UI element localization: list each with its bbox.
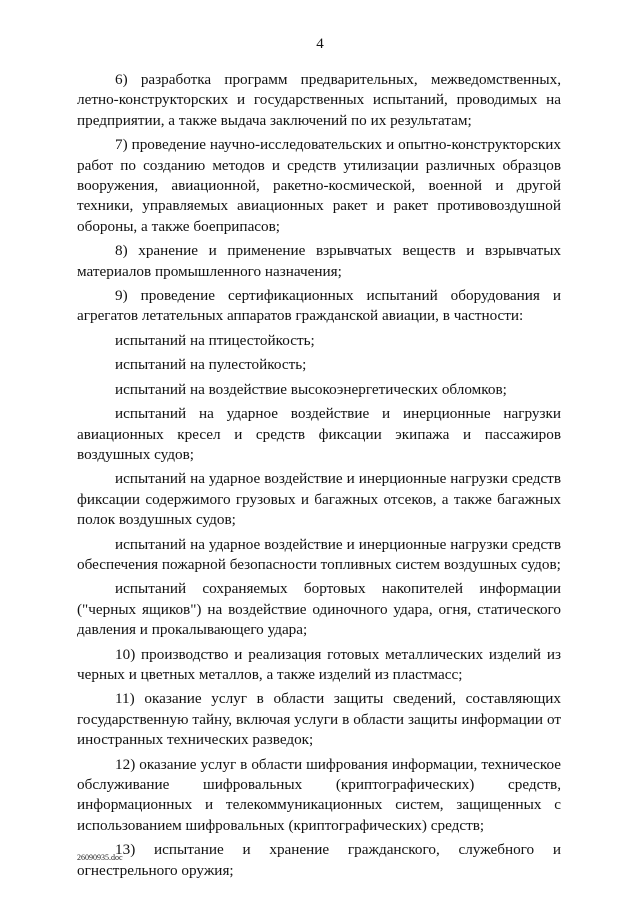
paragraph-item-12: 12) оказание услуг в области шифрования информации, техническое обслуживание шифровальных (криптографических) средств, информационных и телекоммуникационных систем, защищенных с использованием шифровальных (криптографических) средств; (77, 755, 561, 834)
document-body (77, 70, 561, 885)
paragraph-item-10: 10) производство и реализация готовых металлических изделий из черных и цветных металлов, а также изделий из пластмасс; (77, 645, 561, 683)
paragraph-test-bird: испытаний на птицестойкость; (115, 331, 315, 349)
paragraph-test-recorders: испытаний сохраняемых бортовых накопителей информации ("черных ящиков") на воздействие одиночного удара, огня, статического давления и прокалывающего удара; (77, 580, 561, 639)
paragraph-test-fire-safety: испытаний на ударное воздействие и инерционные нагрузки средств обеспечения пожарной безопасности топливных систем воздушных судов; (77, 535, 561, 573)
paragraph-item-11: 11) оказание услуг в области защиты сведений, составляющих государственную тайну, включая услуги в области защиты информации от иностранных технических разведок; (77, 690, 561, 749)
footer-filename: 26090935.doc (77, 853, 123, 862)
paragraph-test-cargo: испытаний на ударное воздействие и инерционные нагрузки средств фиксации содержимого грузовых и багажных отсеков, а также багажных полок воздушных судов; (77, 470, 561, 529)
paragraph-item-9: 9) проведение сертификационных испытаний оборудования и агрегатов летательных аппаратов гражданской авиации, в частности: (77, 287, 561, 325)
page-number: 4 (316, 36, 324, 52)
paragraph-test-debris: испытаний на воздействие высокоэнергетических обломков; (115, 380, 507, 398)
paragraph-item-7: 7) проведение научно-исследовательских и опытно-конструкторских работ по созданию методов и средств утилизации различных образцов вооружения, авиационной, ракетно-космической, военной и другой техники, управляемых авиационных ракет и ракет противовоздушной обороны, а также боеприпасов; (77, 136, 561, 235)
paragraph-test-bullet: испытаний на пулестойкость; (115, 356, 307, 374)
paragraph-item-8: 8) хранение и применение взрывчатых веществ и взрывчатых материалов промышленного назначения; (77, 242, 561, 280)
paragraph-item-6: 6) разработка программ предварительных, межведомственных, летно-конструкторских и государственных испытаний, проводимых на предприятии, а также выдача заключений по их результатам; (77, 71, 561, 129)
paragraph-test-seats: испытаний на ударное воздействие и инерционные нагрузки авиационных кресел и средств фиксации экипажа и пассажиров воздушных судов; (77, 405, 561, 463)
paragraph-item-13: 13) испытание и хранение гражданского, служебного и огнестрельного оружия; (77, 841, 561, 879)
